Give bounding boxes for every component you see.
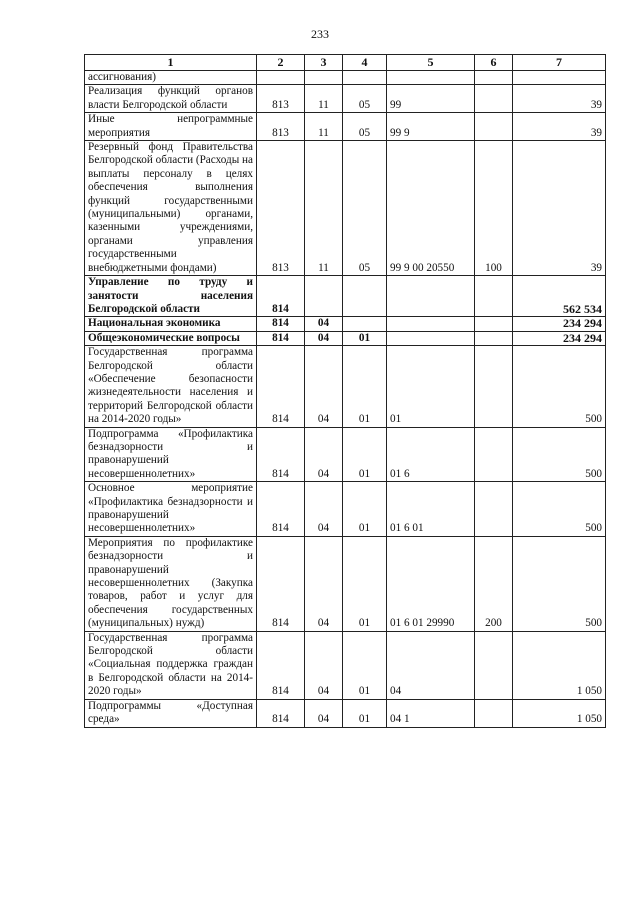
budget-table	[84, 54, 606, 728]
subsection-code: 05	[343, 113, 387, 141]
amount: 1 050	[513, 699, 606, 727]
target-article-code	[387, 71, 475, 85]
subsection-code	[343, 71, 387, 85]
subsection-code: 01	[343, 346, 387, 427]
target-article-code: 01	[387, 346, 475, 427]
amount: 234 294	[513, 331, 606, 345]
target-article-code: 99 9 00 20550	[387, 141, 475, 276]
column-header: 5	[387, 55, 475, 71]
table-row	[85, 317, 606, 331]
expense-type-code	[475, 631, 513, 699]
target-article-code	[387, 317, 475, 331]
item-name: Общеэкономические вопросы	[85, 331, 257, 345]
ministry-code: 813	[257, 141, 305, 276]
ministry-code: 814	[257, 276, 305, 317]
table-row	[85, 141, 606, 276]
subsection-code: 01	[343, 331, 387, 345]
subsection-code: 05	[343, 85, 387, 113]
item-name: Подпрограммы «Доступная среда»	[85, 699, 257, 727]
target-article-code	[387, 276, 475, 317]
item-name: Мероприятия по профилактике безнадзорности и правонарушений несовершеннолетних (Закупка товаров, работ и услуг для обеспечения государственных (муниципальных) нужд)	[85, 536, 257, 631]
column-header: 4	[343, 55, 387, 71]
amount: 39	[513, 85, 606, 113]
table-row	[85, 427, 606, 482]
section-code	[305, 276, 343, 317]
table-row	[85, 482, 606, 537]
expense-type-code	[475, 331, 513, 345]
table-row	[85, 85, 606, 113]
ministry-code: 814	[257, 631, 305, 699]
expense-type-code	[475, 699, 513, 727]
expense-type-code: 200	[475, 536, 513, 631]
amount: 39	[513, 141, 606, 276]
column-header: 6	[475, 55, 513, 71]
section-code	[305, 71, 343, 85]
table-row	[85, 71, 606, 85]
amount: 1 050	[513, 631, 606, 699]
table-row	[85, 113, 606, 141]
table-row	[85, 331, 606, 345]
subsection-code	[343, 317, 387, 331]
ministry-code: 814	[257, 427, 305, 482]
ministry-code: 814	[257, 346, 305, 427]
ministry-code: 813	[257, 85, 305, 113]
ministry-code: 814	[257, 482, 305, 537]
expense-type-code: 100	[475, 141, 513, 276]
subsection-code: 01	[343, 699, 387, 727]
column-header: 7	[513, 55, 606, 71]
section-code: 04	[305, 631, 343, 699]
table-row	[85, 276, 606, 317]
ministry-code: 813	[257, 113, 305, 141]
expense-type-code	[475, 317, 513, 331]
item-name: Иные непрограммные мероприятия	[85, 113, 257, 141]
expense-type-code	[475, 482, 513, 537]
section-code: 04	[305, 427, 343, 482]
expense-type-code	[475, 71, 513, 85]
table-header	[85, 55, 606, 71]
subsection-code: 01	[343, 427, 387, 482]
ministry-code: 814	[257, 317, 305, 331]
table-body	[85, 71, 606, 728]
target-article-code: 01 6 01	[387, 482, 475, 537]
item-name: Основное мероприятие «Профилактика безнадзорности и правонарушений несовершеннолетних»	[85, 482, 257, 537]
ministry-code: 814	[257, 536, 305, 631]
section-code: 04	[305, 331, 343, 345]
section-code: 11	[305, 141, 343, 276]
column-header: 3	[305, 55, 343, 71]
item-name: Государственная программа Белгородской области «Социальная поддержка граждан в Белгородской области на 2014-2020 годы»	[85, 631, 257, 699]
item-name: Государственная программа Белгородской области «Обеспечение безопасности жизнедеятельности населения и территорий Белгородской области на 2014-2020 годы»	[85, 346, 257, 427]
section-code: 04	[305, 536, 343, 631]
section-code: 04	[305, 482, 343, 537]
target-article-code: 01 6 01 29990	[387, 536, 475, 631]
subsection-code: 01	[343, 536, 387, 631]
page-number: 233	[311, 27, 329, 41]
item-name: Подпрограмма «Профилактика безнадзорности и правонарушений несовершеннолетних»	[85, 427, 257, 482]
column-header: 2	[257, 55, 305, 71]
item-name: Реализация функций органов власти Белгородской области	[85, 85, 257, 113]
item-name: Резервный фонд Правительства Белгородской области (Расходы на выплаты персоналу в целях обеспечения выполнения функций государственными (муниципальными) органами, казенными учреждениями, органами управления государственными внебюджетными фондами)	[85, 141, 257, 276]
expense-type-code	[475, 346, 513, 427]
section-code: 11	[305, 85, 343, 113]
section-code: 11	[305, 113, 343, 141]
target-article-code: 99	[387, 85, 475, 113]
table-row	[85, 346, 606, 427]
amount: 500	[513, 427, 606, 482]
subsection-code: 01	[343, 482, 387, 537]
table-row	[85, 631, 606, 699]
target-article-code: 04 1	[387, 699, 475, 727]
amount: 500	[513, 346, 606, 427]
target-article-code: 01 6	[387, 427, 475, 482]
table-row	[85, 536, 606, 631]
amount	[513, 71, 606, 85]
amount: 562 534	[513, 276, 606, 317]
item-name: Управление по труду и занятости населения Белгородской области	[85, 276, 257, 317]
amount: 234 294	[513, 317, 606, 331]
subsection-code: 01	[343, 631, 387, 699]
item-name: ассигнования)	[85, 71, 257, 85]
amount: 500	[513, 536, 606, 631]
amount: 39	[513, 113, 606, 141]
section-code: 04	[305, 317, 343, 331]
expense-type-code	[475, 85, 513, 113]
column-header: 1	[85, 55, 257, 71]
table-row	[85, 699, 606, 727]
section-code: 04	[305, 699, 343, 727]
ministry-code: 814	[257, 331, 305, 345]
expense-type-code	[475, 276, 513, 317]
header-row	[85, 55, 606, 71]
expense-type-code	[475, 113, 513, 141]
amount: 500	[513, 482, 606, 537]
expense-type-code	[475, 427, 513, 482]
ministry-code: 814	[257, 699, 305, 727]
subsection-code: 05	[343, 141, 387, 276]
target-article-code	[387, 331, 475, 345]
subsection-code	[343, 276, 387, 317]
section-code: 04	[305, 346, 343, 427]
target-article-code: 99 9	[387, 113, 475, 141]
ministry-code	[257, 71, 305, 85]
item-name: Национальная экономика	[85, 317, 257, 331]
target-article-code: 04	[387, 631, 475, 699]
